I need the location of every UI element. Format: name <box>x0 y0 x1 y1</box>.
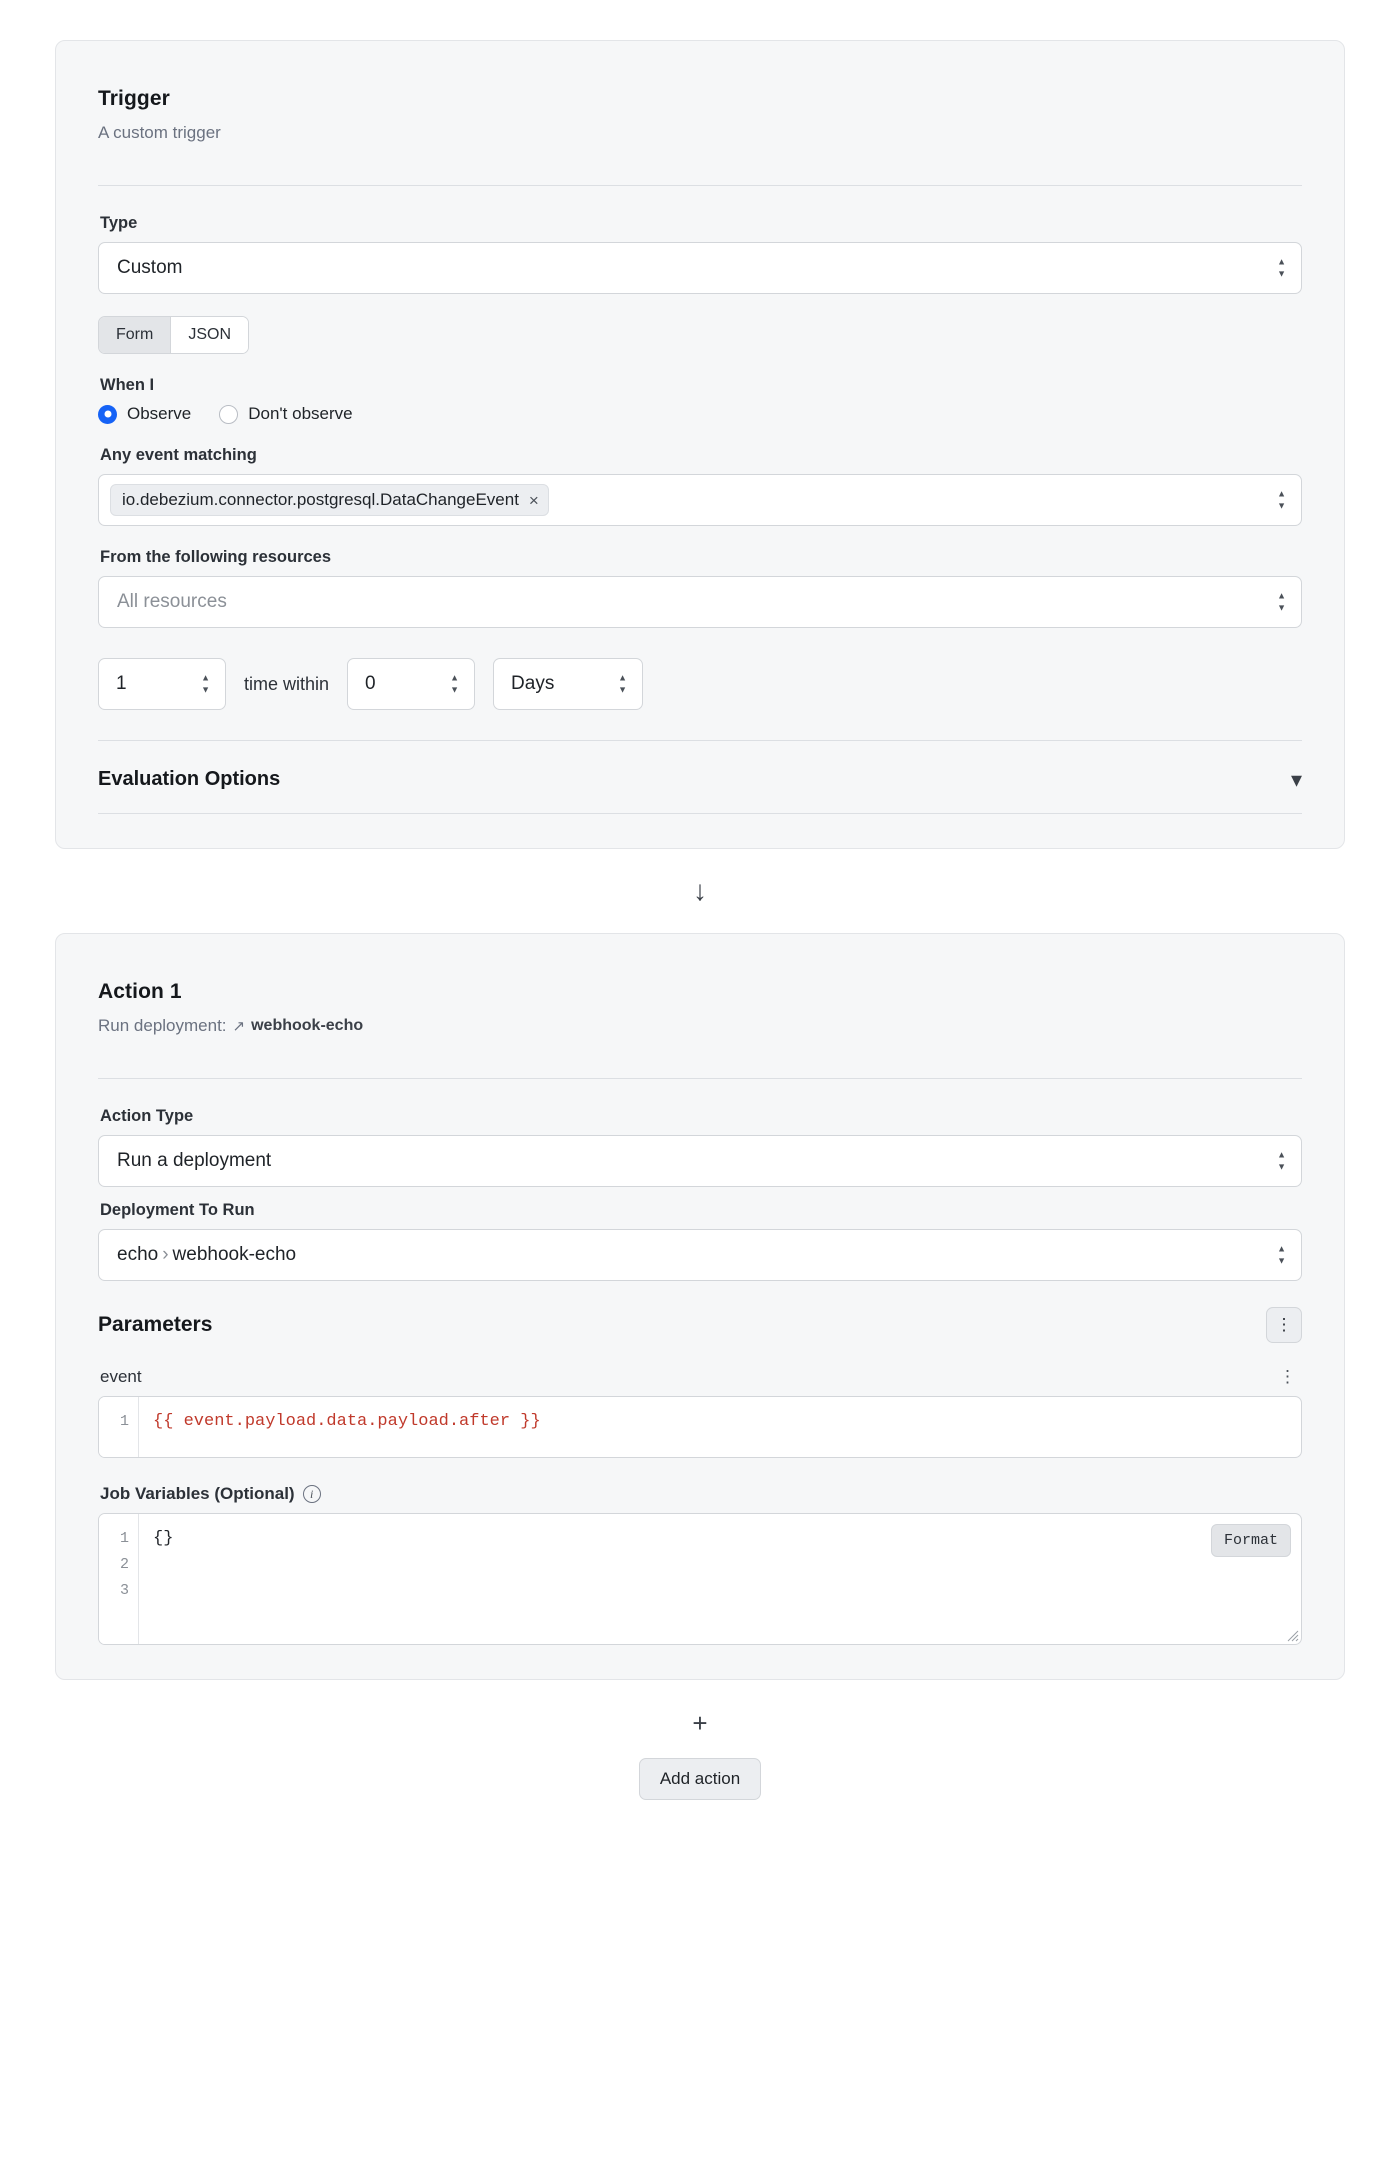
chevron-updown-icon[interactable]: ▲ ▼ <box>450 672 460 695</box>
format-button[interactable]: Format <box>1211 1524 1291 1557</box>
action-title: Action 1 <box>98 980 182 1003</box>
deployment-to-run-select[interactable] <box>98 1229 1302 1281</box>
resources-select[interactable] <box>98 576 1302 628</box>
parameter-event-menu-button[interactable]: ⋮ <box>1279 1367 1296 1386</box>
job-variables-header <box>100 1484 1302 1504</box>
tab-form[interactable]: Form <box>99 317 171 353</box>
chevron-updown-icon: ▲ ▼ <box>1277 256 1286 279</box>
action-subtitle <box>98 1016 1302 1036</box>
editor-canvas <box>55 40 1345 1800</box>
job-variables-label: Job Variables (Optional) <box>100 1484 295 1503</box>
parameter-event-editor[interactable] <box>98 1396 1302 1458</box>
resources-value: All resources <box>117 591 227 612</box>
radio-observe-label: Observe <box>127 404 192 423</box>
chevron-updown-icon: ▲ ▼ <box>1277 1149 1286 1172</box>
evaluation-options-label: Evaluation Options <box>98 768 281 790</box>
action-type-label: Action Type <box>100 1107 194 1125</box>
time-within-label: time within <box>244 673 330 694</box>
trigger-type-select[interactable] <box>98 242 1302 294</box>
trigger-mode-tabs[interactable] <box>98 316 249 354</box>
add-action-button[interactable]: Add action <box>639 1758 761 1800</box>
occurrence-count-value: 1 <box>116 673 127 694</box>
when-i-label: When I <box>100 376 155 394</box>
chevron-updown-icon[interactable]: ▲ ▼ <box>618 672 628 695</box>
radio-observe-indicator[interactable] <box>98 405 117 424</box>
action-deployment-link[interactable]: webhook-echo <box>251 1017 364 1034</box>
editor-gutter <box>99 1397 139 1457</box>
event-chip-label: io.debezium.connector.postgresql.DataChangeEvent <box>122 490 519 509</box>
evaluation-divider-bottom <box>98 813 1302 814</box>
threshold-row <box>98 658 1302 710</box>
parameter-event-header <box>100 1367 1302 1387</box>
trigger-card <box>55 40 1345 849</box>
radio-observe[interactable] <box>98 404 191 424</box>
parameters-title: Parameters <box>98 1313 213 1336</box>
trigger-divider <box>98 185 1302 186</box>
action-card <box>55 933 1345 1680</box>
chevron-updown-icon[interactable]: ▲ ▼ <box>201 672 210 695</box>
chevron-updown-icon: ▲ ▼ <box>1277 590 1286 613</box>
observe-radio-group <box>98 404 1302 424</box>
deployment-to-run-label: Deployment To Run <box>100 1201 255 1219</box>
trigger-type-label: Type <box>100 214 138 232</box>
time-within-input[interactable] <box>347 658 475 710</box>
parameters-header <box>98 1307 1302 1343</box>
occurrence-count-input[interactable] <box>98 658 226 710</box>
rocket-icon: ↗ <box>232 1018 246 1035</box>
close-icon[interactable]: × <box>528 490 539 510</box>
time-within-value: 0 <box>365 673 376 694</box>
line-number: 3 <box>119 1582 129 1599</box>
radio-dont-observe-label: Don't observe <box>248 404 353 423</box>
flow-arrow: ↓ <box>693 875 707 906</box>
chevron-updown-icon: ▲ ▼ <box>1277 488 1286 511</box>
trigger-type-value: Custom <box>117 257 183 278</box>
action-subtitle-prefix: Run deployment: <box>98 1016 227 1035</box>
add-action-zone <box>55 1680 1345 1800</box>
parameter-event-code[interactable]: {{ event.payload.data.payload.after }} <box>153 1412 541 1431</box>
radio-dont-observe[interactable] <box>219 404 352 424</box>
trigger-subtitle: A custom trigger <box>98 123 221 142</box>
action-type-value: Run a deployment <box>117 1150 272 1171</box>
deployment-flow-name: echo <box>117 1244 159 1265</box>
parameter-event-label: event <box>100 1367 142 1386</box>
event-matching-label: Any event matching <box>100 446 257 464</box>
time-unit-value: Days <box>511 673 555 694</box>
job-variables-code[interactable]: {} <box>153 1529 174 1548</box>
trigger-title: Trigger <box>98 87 170 110</box>
event-matching-select[interactable] <box>98 474 1302 526</box>
deployment-name-value: webhook-echo <box>172 1244 297 1265</box>
line-number: 1 <box>119 1530 129 1547</box>
chevron-down-icon[interactable]: ▾ <box>1290 766 1302 792</box>
tab-json[interactable]: JSON <box>171 317 248 353</box>
action-divider <box>98 1078 1302 1079</box>
parameters-menu-button[interactable]: ⋮ <box>1266 1307 1302 1343</box>
editor-gutter <box>99 1514 139 1644</box>
radio-dont-observe-indicator[interactable] <box>219 405 238 424</box>
breadcrumb-separator-icon: › <box>162 1244 169 1265</box>
resources-label: From the following resources <box>100 548 332 566</box>
info-icon[interactable]: i <box>303 1485 321 1503</box>
action-type-select[interactable] <box>98 1135 1302 1187</box>
line-number: 2 <box>119 1556 129 1573</box>
job-variables-editor[interactable] <box>98 1513 1302 1645</box>
line-number: 1 <box>119 1413 129 1430</box>
chevron-updown-icon: ▲ ▼ <box>1277 1243 1286 1266</box>
evaluation-options-toggle[interactable] <box>98 741 1302 813</box>
event-chip[interactable] <box>110 484 549 516</box>
resize-handle[interactable] <box>1287 1630 1299 1642</box>
plus-icon[interactable]: + <box>692 1708 708 1738</box>
time-unit-select[interactable] <box>493 658 643 710</box>
